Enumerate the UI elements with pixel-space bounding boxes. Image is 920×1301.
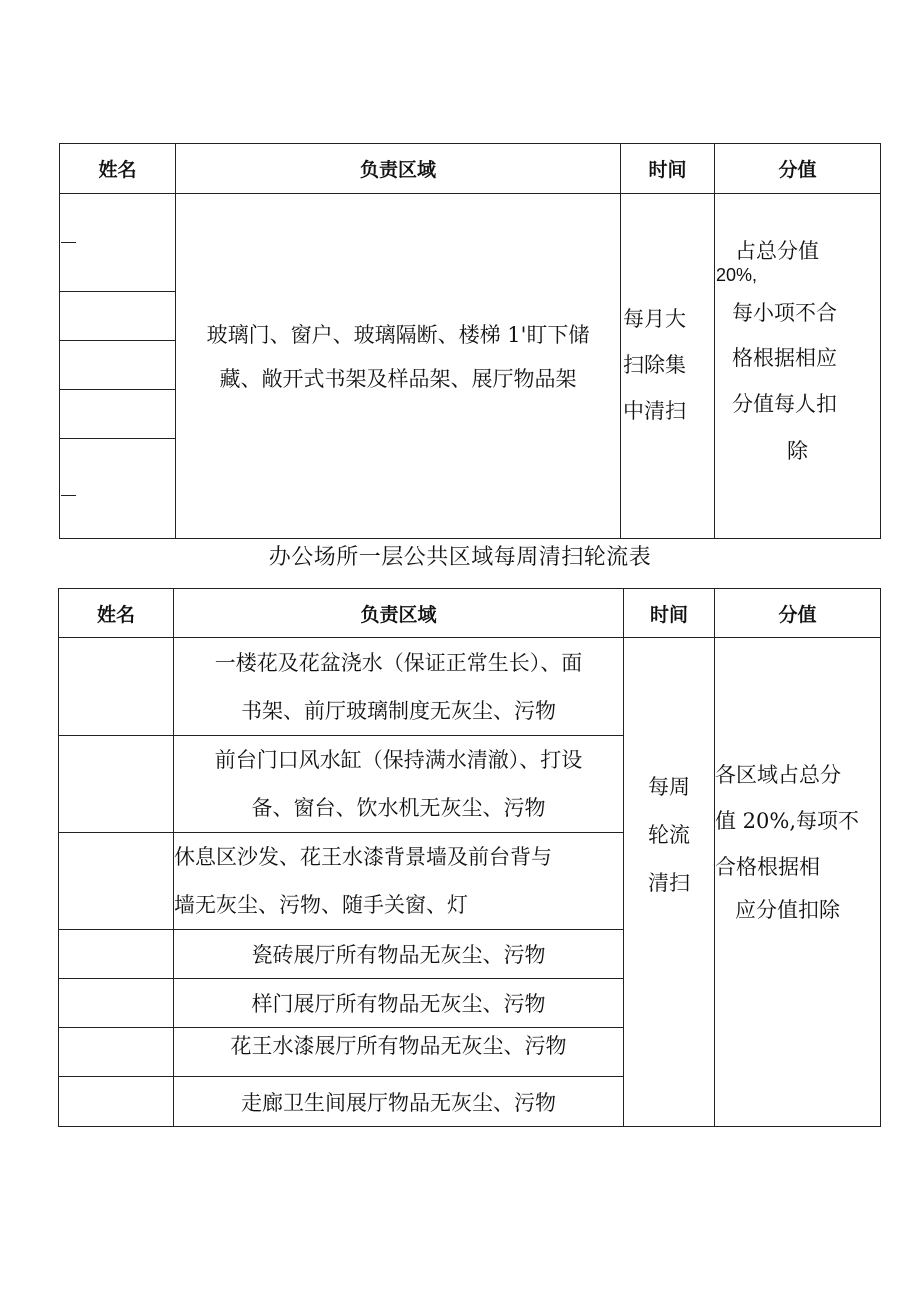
area-cell: 走廊卫生间展厅物品无灰尘、污物 xyxy=(174,1077,624,1127)
header-time: 时间 xyxy=(624,589,715,638)
name-cell xyxy=(60,439,176,539)
score-line: 各区域占总分 xyxy=(715,763,841,787)
header-area: 负责区域 xyxy=(174,589,624,638)
area-line: 书架、前厅玻璃制度无灰尘、污物 xyxy=(241,698,556,723)
dash-mark xyxy=(61,242,76,243)
score-line: 值 20%,每项不 xyxy=(715,809,860,833)
header-score: 分值 xyxy=(715,589,881,638)
name-cell xyxy=(60,390,176,439)
dash-mark xyxy=(61,495,76,496)
name-cell xyxy=(59,736,174,833)
name-cell xyxy=(60,341,176,390)
area-cell xyxy=(176,194,621,539)
score-cell xyxy=(715,638,881,1127)
name-cell xyxy=(59,1077,174,1127)
area-cell: 样门展厅所有物品无灰尘、污物 xyxy=(174,979,624,1028)
score-line: 应分值扣除 xyxy=(735,898,840,922)
header-score: 分值 xyxy=(715,144,881,194)
name-cell xyxy=(59,979,174,1028)
header-name: 姓名 xyxy=(59,589,174,638)
time-cell xyxy=(621,194,715,539)
name-cell xyxy=(59,930,174,979)
area-line: 藏、敞开式书架及样品架、展厅物品架 xyxy=(219,367,577,391)
area-cell xyxy=(174,736,624,833)
area-cell xyxy=(174,638,624,736)
score-line: 20%, xyxy=(716,265,758,285)
area-cell: 瓷砖展厅所有物品无灰尘、污物 xyxy=(174,930,624,979)
name-cell xyxy=(59,638,174,736)
header-time: 时间 xyxy=(621,144,715,194)
table-caption: 办公场所一层公共区域每周清扫轮流表 xyxy=(268,545,652,570)
header-name: 姓名 xyxy=(60,144,176,194)
cleaning-weekly-table xyxy=(58,588,881,1127)
area-line: 墙无灰尘、污物、随手关窗、灯 xyxy=(174,893,468,917)
name-cell xyxy=(59,833,174,930)
name-cell xyxy=(59,1028,174,1077)
area-line: 玻璃门、窗户、玻璃隔断、楼梯 1'盯下储 xyxy=(206,323,590,347)
score-line: 合格根据相 xyxy=(715,855,820,879)
area-line: 一楼花及花盆浇水（保证正常生长）、面 xyxy=(214,650,583,675)
score-line: 每小项不合 xyxy=(732,301,837,325)
cleaning-monthly-table xyxy=(59,143,881,539)
score-line: 分值每人扣 xyxy=(732,392,837,416)
time-line: 清扫 xyxy=(648,871,690,895)
time-line: 扫除集 xyxy=(623,353,686,377)
score-line: 占总分值 xyxy=(735,239,819,263)
area-line: 备、窗台、饮水机无灰尘、污物 xyxy=(251,796,546,820)
header-area: 负责区域 xyxy=(176,144,621,194)
table-row xyxy=(59,638,881,736)
score-line: 格根据相应 xyxy=(732,346,837,370)
area-line: 休息区沙发、花王水漆背景墙及前台背与 xyxy=(174,845,552,869)
area-cell xyxy=(174,833,624,930)
time-line: 中清扫 xyxy=(623,399,686,423)
time-cell xyxy=(624,638,715,1127)
time-line: 每月大 xyxy=(623,307,686,331)
time-line: 每周 xyxy=(648,775,690,799)
area-line: 前台门口风水缸（保持满水清澈）、打设 xyxy=(214,748,583,772)
name-cell xyxy=(60,292,176,341)
time-line: 轮流 xyxy=(648,823,690,847)
score-line: 除 xyxy=(787,439,808,463)
name-cell xyxy=(60,194,176,292)
area-cell: 花王水漆展厅所有物品无灰尘、污物 xyxy=(174,1028,624,1077)
score-cell xyxy=(715,194,881,539)
